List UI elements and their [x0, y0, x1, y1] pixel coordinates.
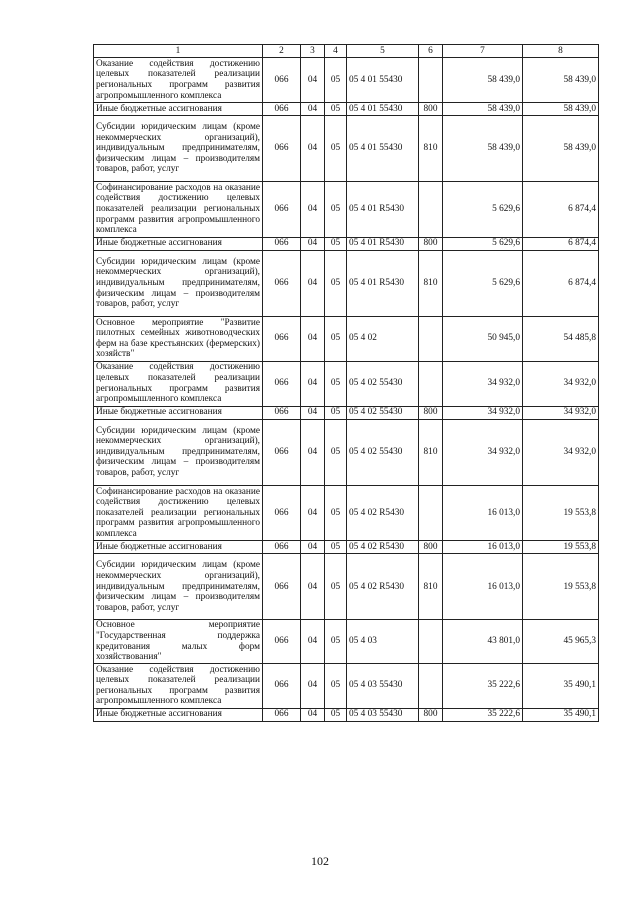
row-amount-year2-cell: 58 439,0	[523, 115, 599, 181]
row-amount-year2-cell: 6 874,4	[523, 182, 599, 238]
row-expense-type-cell: 800	[419, 237, 443, 250]
row-target-article-cell: 05 4 02 55430	[347, 361, 419, 406]
row-target-article-cell: 05 4 01 R5430	[347, 237, 419, 250]
row-subsection-cell: 05	[325, 708, 347, 721]
row-name-cell: Субсидии юридическим лицам (кроме некоммерческих организаций), индивидуальным предпринимателям, физическим лицам – производителям товаров, работ, услуг	[94, 419, 263, 485]
row-amount-year1-cell: 43 801,0	[443, 620, 523, 663]
row-amount-year2-cell: 35 490,1	[523, 663, 599, 708]
row-expense-type-cell: 810	[419, 554, 443, 620]
row-amount-year1-cell: 58 439,0	[443, 58, 523, 103]
row-amount-year2-cell: 6 874,4	[523, 250, 599, 316]
row-target-article-cell: 05 4 02 R5430	[347, 554, 419, 620]
row-section-cell: 04	[301, 115, 325, 181]
table-row	[94, 250, 599, 316]
row-name-cell: Иные бюджетные ассигнования	[94, 102, 263, 115]
row-subsection-cell: 05	[325, 554, 347, 620]
row-name-cell: Субсидии юридическим лицам (кроме некоммерческих организаций), индивидуальным предпринимателям, физическим лицам – производителям товаров, работ, услуг	[94, 250, 263, 316]
row-section-cell: 04	[301, 663, 325, 708]
row-expense-type-cell: 810	[419, 419, 443, 485]
row-section-cell: 04	[301, 316, 325, 361]
row-target-article-cell: 05 4 01 R5430	[347, 182, 419, 238]
row-section-cell: 04	[301, 102, 325, 115]
row-name-cell: Иные бюджетные ассигнования	[94, 541, 263, 554]
row-amount-year1-cell: 34 932,0	[443, 419, 523, 485]
row-amount-year2-cell: 19 553,8	[523, 485, 599, 541]
row-admin-code-cell: 066	[263, 554, 301, 620]
row-section-cell: 04	[301, 554, 325, 620]
row-section-cell: 04	[301, 237, 325, 250]
table-row	[94, 102, 599, 115]
row-amount-year2-cell: 19 553,8	[523, 541, 599, 554]
row-amount-year1-cell: 34 932,0	[443, 361, 523, 406]
row-target-article-cell: 05 4 03 55430	[347, 708, 419, 721]
header-row	[94, 45, 599, 58]
row-expense-type-cell	[419, 316, 443, 361]
header-cell-2: 2	[263, 45, 301, 58]
row-name-cell: Софинансирование расходов на оказание содействия достижению целевых показателей реализации региональных программ развития агропромышленного комплекса	[94, 485, 263, 541]
row-name-cell: Иные бюджетные ассигнования	[94, 406, 263, 419]
table-row	[94, 419, 599, 485]
row-target-article-cell: 05 4 03	[347, 620, 419, 663]
row-subsection-cell: 05	[325, 115, 347, 181]
row-subsection-cell: 05	[325, 182, 347, 238]
table-row	[94, 182, 599, 238]
row-target-article-cell: 05 4 01 55430	[347, 58, 419, 103]
table-row	[94, 58, 599, 103]
row-name-cell: Иные бюджетные ассигнования	[94, 708, 263, 721]
row-amount-year2-cell: 19 553,8	[523, 554, 599, 620]
row-section-cell: 04	[301, 182, 325, 238]
row-amount-year2-cell: 6 874,4	[523, 237, 599, 250]
row-subsection-cell: 05	[325, 250, 347, 316]
row-subsection-cell: 05	[325, 237, 347, 250]
table-row	[94, 361, 599, 406]
row-amount-year2-cell: 35 490,1	[523, 708, 599, 721]
row-amount-year2-cell: 34 932,0	[523, 419, 599, 485]
row-section-cell: 04	[301, 419, 325, 485]
row-target-article-cell: 05 4 01 R5430	[347, 250, 419, 316]
row-target-article-cell: 05 4 02 55430	[347, 406, 419, 419]
row-subsection-cell: 05	[325, 620, 347, 663]
row-subsection-cell: 05	[325, 541, 347, 554]
table-row	[94, 554, 599, 620]
row-name-cell: Оказание содействия достижению целевых показателей реализации региональных программ развития агропромышленного комплекса	[94, 361, 263, 406]
row-amount-year1-cell: 16 013,0	[443, 554, 523, 620]
row-subsection-cell: 05	[325, 485, 347, 541]
table-row	[94, 115, 599, 181]
row-subsection-cell: 05	[325, 663, 347, 708]
row-section-cell: 04	[301, 406, 325, 419]
row-amount-year2-cell: 34 932,0	[523, 361, 599, 406]
table-row	[94, 406, 599, 419]
row-expense-type-cell: 810	[419, 115, 443, 181]
row-amount-year2-cell: 58 439,0	[523, 102, 599, 115]
header-cell-6: 6	[419, 45, 443, 58]
header-cell-3: 3	[301, 45, 325, 58]
row-name-cell: Оказание содействия достижению целевых показателей реализации региональных программ развития агропромышленного комплекса	[94, 58, 263, 103]
header-cell-1: 1	[94, 45, 263, 58]
row-admin-code-cell: 066	[263, 708, 301, 721]
table-row	[94, 485, 599, 541]
row-section-cell: 04	[301, 620, 325, 663]
row-name-cell: Субсидии юридическим лицам (кроме некоммерческих организаций), индивидуальным предпринимателям, физическим лицам – производителям товаров, работ, услуг	[94, 554, 263, 620]
row-target-article-cell: 05 4 02 R5430	[347, 485, 419, 541]
row-expense-type-cell	[419, 485, 443, 541]
row-admin-code-cell: 066	[263, 237, 301, 250]
row-target-article-cell: 05 4 02	[347, 316, 419, 361]
row-amount-year1-cell: 16 013,0	[443, 485, 523, 541]
row-amount-year1-cell: 16 013,0	[443, 541, 523, 554]
row-admin-code-cell: 066	[263, 663, 301, 708]
row-section-cell: 04	[301, 485, 325, 541]
row-target-article-cell: 05 4 01 55430	[347, 115, 419, 181]
header-cell-5: 5	[347, 45, 419, 58]
table-row	[94, 708, 599, 721]
row-expense-type-cell: 800	[419, 708, 443, 721]
row-amount-year1-cell: 58 439,0	[443, 102, 523, 115]
row-amount-year1-cell: 50 945,0	[443, 316, 523, 361]
row-amount-year1-cell: 35 222,6	[443, 708, 523, 721]
row-target-article-cell: 05 4 03 55430	[347, 663, 419, 708]
row-subsection-cell: 05	[325, 361, 347, 406]
row-expense-type-cell	[419, 58, 443, 103]
row-name-cell: Основное мероприятие "Государственная поддержка кредитования малых форм хозяйствования"	[94, 620, 263, 663]
row-subsection-cell: 05	[325, 102, 347, 115]
row-admin-code-cell: 066	[263, 406, 301, 419]
row-target-article-cell: 05 4 02 R5430	[347, 541, 419, 554]
row-amount-year2-cell: 54 485,8	[523, 316, 599, 361]
table-row	[94, 237, 599, 250]
row-admin-code-cell: 066	[263, 620, 301, 663]
row-admin-code-cell: 066	[263, 485, 301, 541]
row-admin-code-cell: 066	[263, 102, 301, 115]
row-amount-year2-cell: 58 439,0	[523, 58, 599, 103]
row-name-cell: Основное мероприятие "Развитие пилотных семейных животноводческих ферм на базе крестьянских (фермерских) хозяйств"	[94, 316, 263, 361]
row-name-cell: Софинансирование расходов на оказание содействия достижению целевых показателей реализации региональных программ развития агропромышленного комплекса	[94, 182, 263, 238]
row-target-article-cell: 05 4 02 55430	[347, 419, 419, 485]
row-amount-year1-cell: 58 439,0	[443, 115, 523, 181]
row-subsection-cell: 05	[325, 316, 347, 361]
row-expense-type-cell	[419, 663, 443, 708]
row-amount-year1-cell: 5 629,6	[443, 182, 523, 238]
row-admin-code-cell: 066	[263, 361, 301, 406]
header-cell-8: 8	[523, 45, 599, 58]
row-amount-year2-cell: 45 965,3	[523, 620, 599, 663]
row-expense-type-cell	[419, 620, 443, 663]
row-target-article-cell: 05 4 01 55430	[347, 102, 419, 115]
row-admin-code-cell: 066	[263, 316, 301, 361]
row-expense-type-cell: 800	[419, 102, 443, 115]
row-section-cell: 04	[301, 250, 325, 316]
row-admin-code-cell: 066	[263, 58, 301, 103]
row-section-cell: 04	[301, 361, 325, 406]
row-amount-year1-cell: 5 629,6	[443, 237, 523, 250]
row-amount-year1-cell: 5 629,6	[443, 250, 523, 316]
table-row	[94, 620, 599, 663]
row-admin-code-cell: 066	[263, 250, 301, 316]
row-admin-code-cell: 066	[263, 541, 301, 554]
row-expense-type-cell	[419, 182, 443, 238]
table-row	[94, 316, 599, 361]
header-cell-7: 7	[443, 45, 523, 58]
header-cell-4: 4	[325, 45, 347, 58]
row-subsection-cell: 05	[325, 406, 347, 419]
row-section-cell: 04	[301, 708, 325, 721]
row-subsection-cell: 05	[325, 419, 347, 485]
row-section-cell: 04	[301, 58, 325, 103]
row-expense-type-cell: 810	[419, 250, 443, 316]
row-name-cell: Иные бюджетные ассигнования	[94, 237, 263, 250]
row-amount-year1-cell: 34 932,0	[443, 406, 523, 419]
row-name-cell: Субсидии юридическим лицам (кроме некоммерческих организаций), индивидуальным предпринимателям, физическим лицам – производителям товаров, работ, услуг	[94, 115, 263, 181]
row-subsection-cell: 05	[325, 58, 347, 103]
row-name-cell: Оказание содействия достижению целевых показателей реализации региональных программ развития агропромышленного комплекса	[94, 663, 263, 708]
row-expense-type-cell: 800	[419, 541, 443, 554]
table-row	[94, 541, 599, 554]
row-admin-code-cell: 066	[263, 419, 301, 485]
budget-table	[93, 44, 599, 722]
row-admin-code-cell: 066	[263, 182, 301, 238]
row-amount-year1-cell: 35 222,6	[443, 663, 523, 708]
page-number: 102	[311, 854, 329, 868]
row-amount-year2-cell: 34 932,0	[523, 406, 599, 419]
row-expense-type-cell: 800	[419, 406, 443, 419]
row-expense-type-cell	[419, 361, 443, 406]
table-row	[94, 663, 599, 708]
row-section-cell: 04	[301, 541, 325, 554]
row-admin-code-cell: 066	[263, 115, 301, 181]
